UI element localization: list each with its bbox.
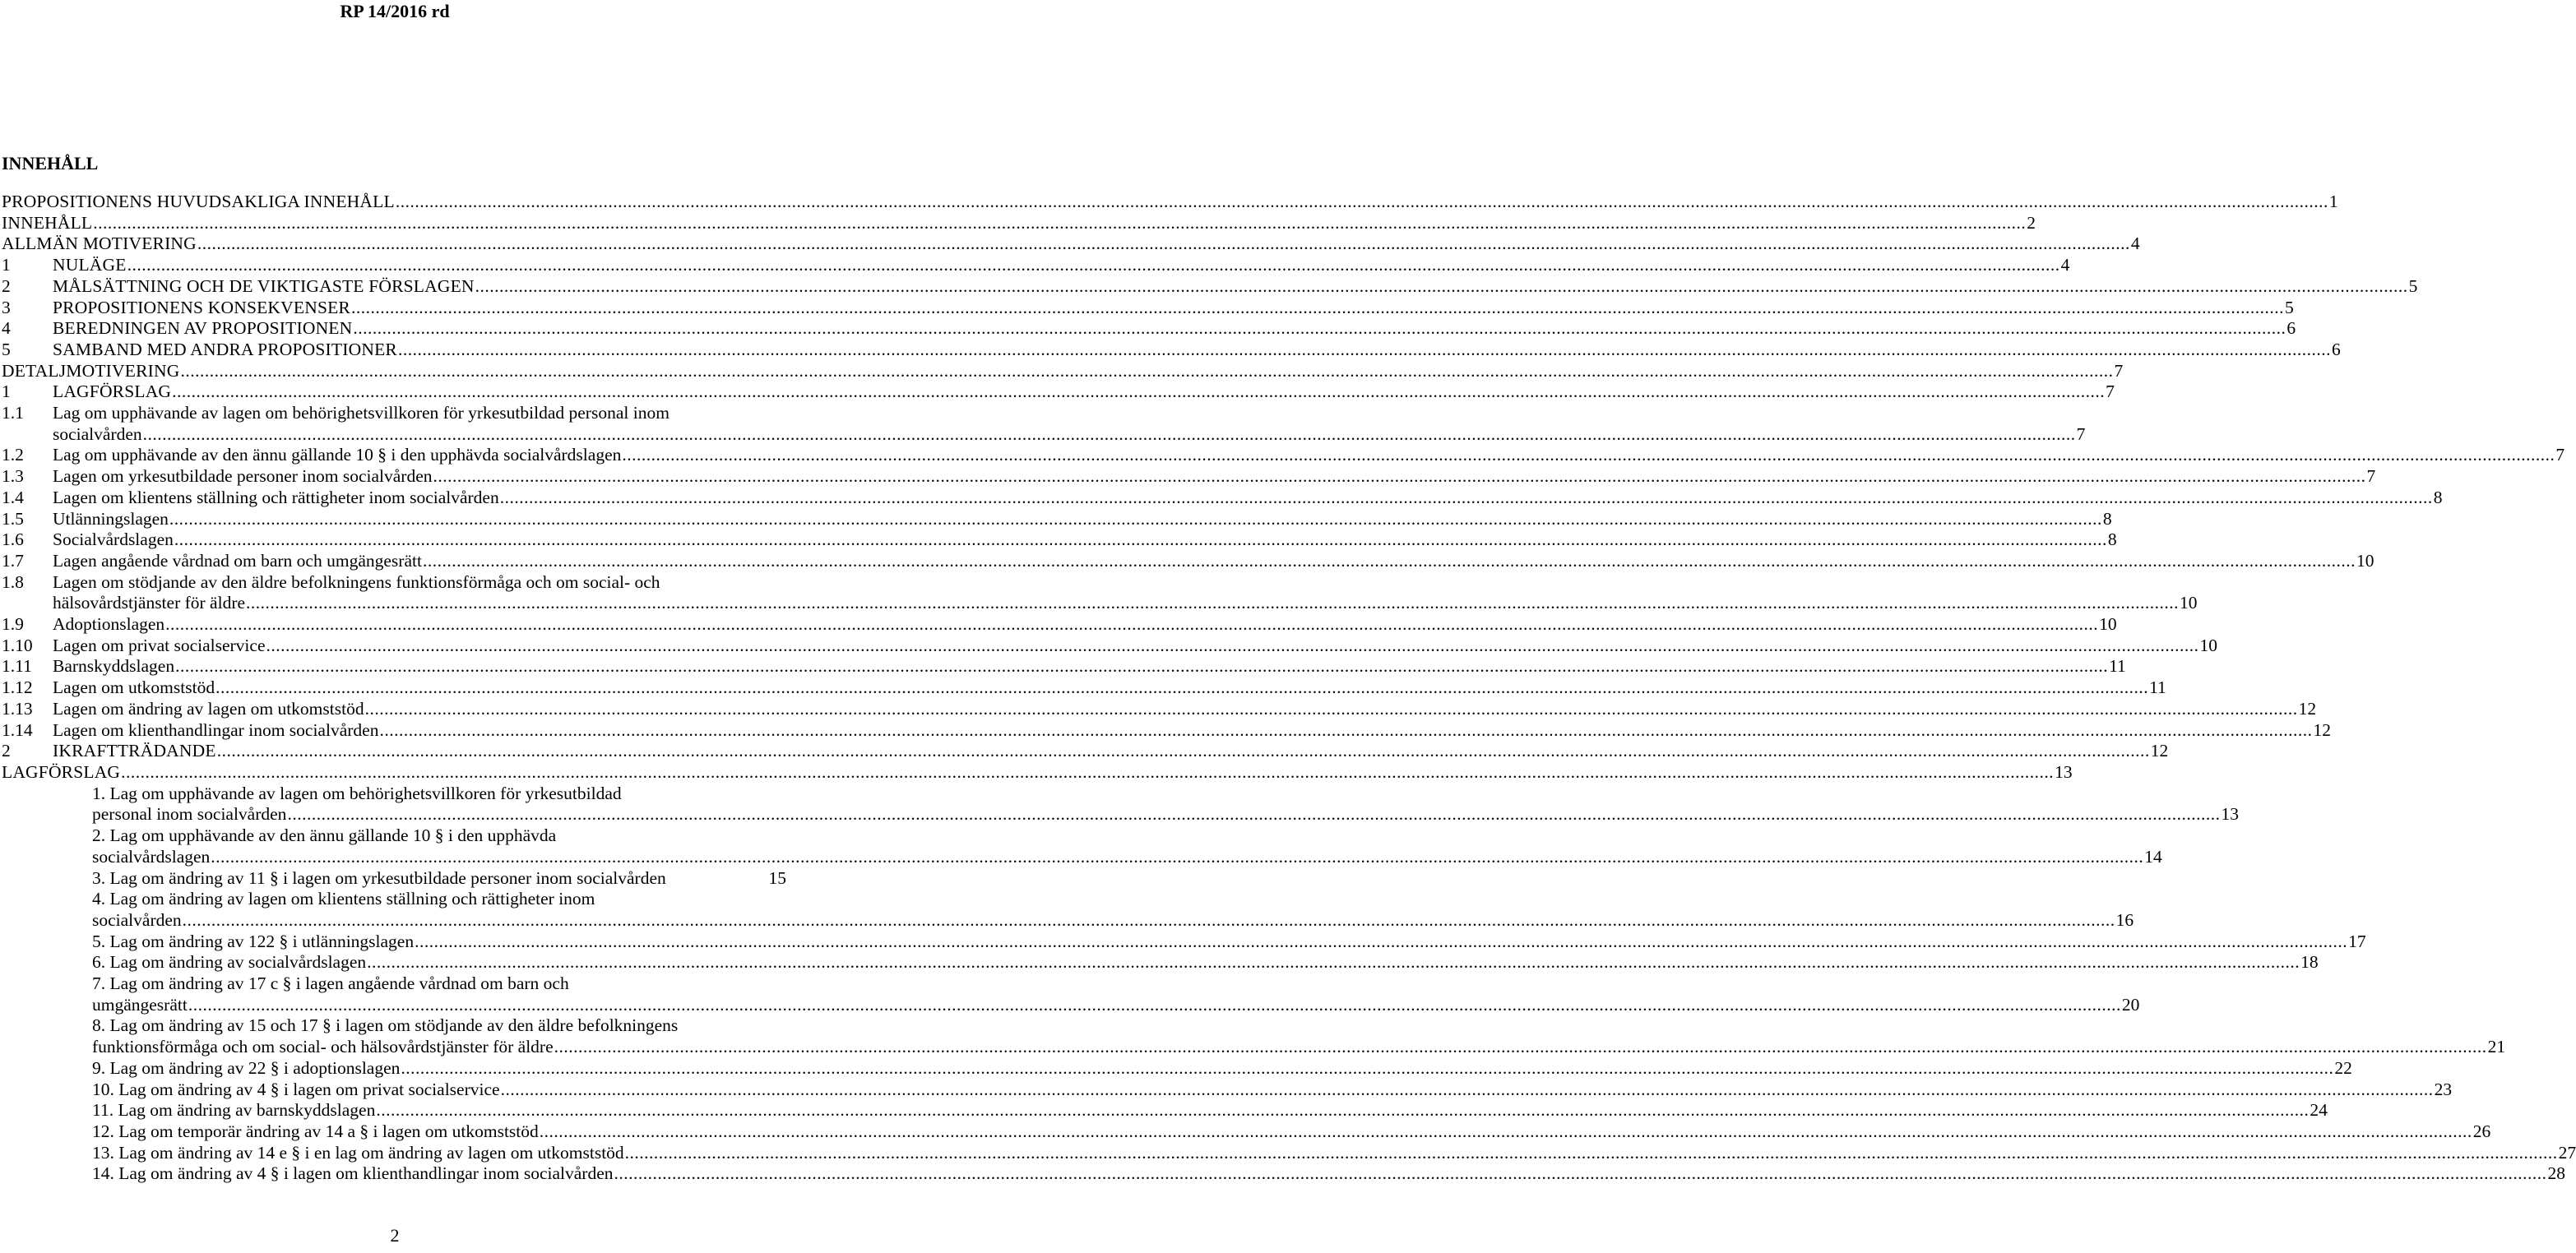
toc-entry[interactable] [0,698,2317,720]
dot-leader: ................................................................................................................................................................................................................................................................................................................................................................................................................ [622,445,2555,465]
toc-entry-number: 1.9 [2,614,24,635]
toc-entry[interactable] [0,318,2296,340]
dot-leader: ................................................................................................................................................................................................................................................................................................................................................................................................................ [614,1163,2547,1184]
toc-entry-number: 5 [2,339,11,359]
toc-entry-page: 11 [2109,656,2126,677]
toc-entry-title: 9. Lag om ändring av 22 § i adoptionslagen [92,1057,401,1078]
toc-entry-number: 1.11 [2,656,32,677]
toc-entry-page: 27 [2558,1142,2576,1163]
toc-entry-title: Lagen om yrkesutbildade personer inom socialvården [53,466,433,487]
dot-leader: ................................................................................................................................................................................................................................................................................................................................................................................................................ [422,550,2356,571]
dot-leader: ................................................................................................................................................................................................................................................................................................................................................................................................................ [197,233,2130,254]
toc-entry-title: BEREDNINGEN AV PROPOSITIONEN [53,318,353,339]
toc-entry-title: LAGFÖRSLAG [2,761,121,782]
toc-entry-title: Lagen om stödjande av den äldre befolkningens funktionsförmåga och om social- och [53,571,660,592]
toc-entry-title: Adoptionslagen [53,614,165,635]
toc-entry-title: 8. Lag om ändring av 15 och 17 § i lagen om stödjande av den äldre befolkningens [92,1015,679,1036]
toc-entry-page: 22 [2334,1057,2352,1078]
toc-entry[interactable] [0,339,2341,361]
dot-leader: ................................................................................................................................................................................................................................................................................................................................................................................................................ [287,804,2221,825]
toc-entry[interactable] [0,761,2073,784]
dot-leader: ................................................................................................................................................................................................................................................................................................................................................................................................................ [127,255,2060,275]
toc-entry[interactable] [0,868,790,890]
toc-entry-title: Socialvårdslagen [53,529,174,550]
toc-entry[interactable] [0,529,2117,551]
toc-entry-page: 20 [2121,994,2140,1015]
toc-entry[interactable] [0,1121,2491,1143]
toc-entry-page: 12 [2150,741,2169,761]
toc-entry-page: 13 [2221,804,2239,825]
toc-entry-number: 1.1 [2,403,24,423]
toc-entry-page: 12 [2313,719,2331,740]
toc-entry-page: 23 [2434,1079,2453,1099]
dot-leader: ................................................................................................................................................................................................................................................................................................................................................................................................................ [554,1037,2487,1057]
toc-entry-number: 1.8 [2,571,24,592]
toc-entry-title: 14. Lag om ändring av 4 § i lagen om klienthandlingar inom socialvården [92,1163,614,1184]
dot-leader: ................................................................................................................................................................................................................................................................................................................................................................................................................ [211,846,2144,867]
toc-entry[interactable] [0,255,2070,276]
dot-leader: ................................................................................................................................................................................................................................................................................................................................................................................................................ [172,381,2106,402]
dot-leader: ................................................................................................................................................................................................................................................................................................................................................................................................................ [379,719,2313,740]
toc-entry[interactable] [0,571,2198,614]
dot-leader: ................................................................................................................................................................................................................................................................................................................................................................................................................ [353,318,2286,339]
toc-entry-title: Lagen om klientens ställning och rättigheter inom socialvården [53,487,499,507]
dot-leader: ................................................................................................................................................................................................................................................................................................................................................................................................................ [401,1057,2334,1078]
dot-leader: ................................................................................................................................................................................................................................................................................................................................................................................................................ [395,192,2328,211]
toc-entry-page: 14 [2144,846,2162,867]
toc-entry[interactable] [0,487,2443,509]
toc-entry[interactable] [0,889,2134,931]
toc-entry-page: 10 [2099,614,2117,635]
toc-entry[interactable] [0,952,2319,973]
toc-entry-number: 1.13 [2,698,33,719]
toc-entry[interactable] [0,508,2112,530]
toc-entry-title: 7. Lag om ändring av 17 c § i lagen angående vårdnad om barn och [92,973,569,994]
toc-entry-title: 5. Lag om ändring av 122 § i utlänningslagen [92,931,415,951]
toc-entry-number: 2 [2,741,11,761]
toc-entry-page: 11 [2149,677,2166,698]
toc-entry[interactable] [0,297,2294,319]
toc-entry-number: 1.10 [2,635,33,655]
toc-entry[interactable] [0,741,2169,762]
toc-entry-number: 3 [2,297,11,317]
dot-leader: ................................................................................................................................................................................................................................................................................................................................................................................................................ [397,339,2331,359]
dot-leader: ................................................................................................................................................................................................................................................................................................................................................................................................................ [180,360,2114,381]
dot-leader: ................................................................................................................................................................................................................................................................................................................................................................................................................ [415,931,2348,951]
toc-entry-page: 21 [2487,1037,2506,1057]
dot-leader: ................................................................................................................................................................................................................................................................................................................................................................................................................ [246,593,2180,613]
toc-entry-title: Lag om upphävande av den ännu gällande 10 § i den upphävda socialvårdslagen [53,445,622,465]
toc-entry-title: PROPOSITIONENS KONSEKVENSER [53,297,350,317]
toc-entry-page: 13 [2055,761,2073,782]
toc-entry-title: socialvården [53,423,142,444]
toc-entry-title: Lagen om klienthandlingar inom socialvården [53,719,379,740]
toc-entry-title: funktionsförmåga och om social- och hälsovårdstjänster för äldre [92,1037,554,1057]
toc-entry-title: PROPOSITIONENS HUVUDSAKLIGA INNEHÅLL [2,192,395,211]
toc-entry-title: Lag om upphävande av lagen om behörighetsvillkoren för yrkesutbildad personal inom [53,403,669,423]
toc-entry[interactable] [0,445,2565,466]
dot-leader: ................................................................................................................................................................................................................................................................................................................................................................................................................ [624,1142,2558,1163]
toc-entry-title: Utlänningslagen [53,508,169,529]
dot-leader: ................................................................................................................................................................................................................................................................................................................................................................................................................ [500,1079,2434,1099]
table-of-contents [0,192,2576,1185]
toc-entry-page: 18 [2300,952,2319,973]
toc-entry-number: 2 [2,275,11,296]
toc-entry[interactable] [0,1163,2565,1185]
toc-entry-title: ALLMÄN MOTIVERING [2,233,197,254]
toc-entry[interactable] [0,635,2217,657]
toc-entry-number: 1 [2,255,11,275]
toc-entry-title: NULÄGE [53,255,127,275]
toc-entry-page: 8 [2102,508,2112,529]
dot-leader: ................................................................................................................................................................................................................................................................................................................................................................................................................ [188,994,2121,1015]
toc-entry[interactable] [0,825,2162,867]
toc-entry[interactable] [0,1100,2328,1121]
dot-leader: ................................................................................................................................................................................................................................................................................................................................................................................................................ [142,423,2076,444]
toc-entry[interactable] [0,466,2376,488]
toc-entry-page: 16 [2115,909,2134,930]
toc-entry-title: 13. Lag om ändring av 14 e § i en lag om ändring av lagen om utkomststöd [92,1142,624,1163]
toc-entry-title: hälsovårdstjänster för äldre [53,593,246,613]
dot-leader: ................................................................................................................................................................................................................................................................................................................................................................................................................ [165,614,2099,635]
dot-leader: ................................................................................................................................................................................................................................................................................................................................................................................................................ [266,635,2199,655]
toc-entry-page: 10 [2199,635,2217,655]
document-header: RP 14/2016 rd [340,1,450,21]
toc-entry[interactable] [0,381,2115,403]
toc-entry[interactable] [0,719,2331,742]
toc-entry-title: Lagen om utkomststöd [53,677,215,698]
toc-entry-page: 7 [2114,360,2124,381]
toc-entry-title: IKRAFTTRÄDANDE [53,741,216,761]
dot-leader: ................................................................................................................................................................................................................................................................................................................................................................................................................ [216,741,2150,761]
dot-leader: ................................................................................................................................................................................................................................................................................................................................................................................................................ [215,677,2149,698]
dot-leader: ................................................................................................................................................................................................................................................................................................................................................................................................................ [121,761,2055,782]
toc-entry-page: 7 [2076,423,2086,444]
toc-entry[interactable] [0,1079,2453,1101]
toc-entry-page: 26 [2472,1121,2491,1141]
toc-entry-number: 4 [2,318,11,339]
toc-entry[interactable] [0,212,2036,234]
dot-leader: ................................................................................................................................................................................................................................................................................................................................................................................................................ [364,698,2298,719]
toc-entry-page: 10 [2356,550,2374,571]
toc-entry-title: Barnskyddslagen [53,656,175,677]
toc-entry-page: 5 [2284,297,2294,317]
dot-leader: ................................................................................................................................................................................................................................................................................................................................................................................................................ [169,508,2102,529]
dot-leader: ................................................................................................................................................................................................................................................................................................................................................................................................................ [350,297,2284,317]
dot-leader: ................................................................................................................................................................................................................................................................................................................................................................................................................ [182,909,2115,930]
toc-entry-page: 15 [768,867,786,888]
toc-entry-page: 10 [2180,593,2198,613]
toc-entry-page: 4 [2130,233,2140,254]
toc-entry-number: 1.3 [2,466,24,487]
toc-entry-title: 11. Lag om ändring av barnskyddslagen [92,1100,376,1121]
toc-entry-page: 12 [2298,698,2317,719]
toc-entry[interactable] [0,1015,2506,1057]
toc-entry-number: 1.2 [2,445,24,465]
toc-entry-page: 1 [2328,192,2338,211]
toc-entry-page: 6 [2286,318,2296,339]
toc-entry-page: 7 [2555,445,2565,465]
toc-entry-title: socialvården [92,909,182,930]
toc-entry[interactable] [0,233,2140,255]
toc-entry-number: 1.14 [2,719,33,740]
toc-entry[interactable] [0,1057,2352,1080]
toc-entry[interactable] [0,550,2374,572]
toc-entry-title: LAGFÖRSLAG [53,381,172,402]
dot-leader: ................................................................................................................................................................................................................................................................................................................................................................................................................ [499,487,2433,507]
dot-leader: ................................................................................................................................................................................................................................................................................................................................................................................................................ [367,952,2300,973]
toc-entry-title: 6. Lag om ändring av socialvårdslagen [92,952,367,973]
toc-entry[interactable] [0,614,2117,636]
dot-leader: ................................................................................................................................................................................................................................................................................................................................................................................................................ [175,656,2109,677]
toc-entry-title: 2. Lag om upphävande av den ännu gällande 10 § i den upphävda [92,825,557,846]
toc-entry-title: INNEHÅLL [2,212,93,233]
toc-entry-page: 8 [2107,529,2117,550]
toc-entry-page: 2 [2027,212,2036,233]
toc-entry-title: socialvårdslagen [92,846,211,867]
dot-leader: ................................................................................................................................................................................................................................................................................................................................................................................................................ [93,212,2027,233]
dot-leader: ................................................................................................................................................................................................................................................................................................................................................................................................................ [475,275,2408,296]
toc-entry-page: 24 [2310,1100,2328,1121]
toc-entry-title: 1. Lag om upphävande av lagen om behörighetsvillkoren för yrkesutbildad [92,783,622,803]
toc-entry[interactable] [0,656,2126,677]
toc-entry-title: umgängesrätt [92,994,188,1015]
toc-entry[interactable] [0,973,2140,1015]
toc-entry-title: 4. Lag om ändring av lagen om klientens ställning och rättigheter inom [92,889,595,909]
toc-entry[interactable] [0,403,2086,445]
toc-entry-number: 1.12 [2,677,33,698]
toc-entry-title: SAMBAND MED ANDRA PROPOSITIONER [53,339,397,359]
toc-entry-page: 8 [2433,487,2443,507]
toc-entry-title: Lagen angående vårdnad om barn och umgängesrätt [53,550,422,571]
toc-entry-title: DETALJMOTIVERING [2,360,180,381]
toc-entry-page: 17 [2348,931,2366,951]
toc-entry-title: Lagen om privat socialservice [53,635,266,655]
toc-entry[interactable] [0,360,2124,382]
toc-entry[interactable] [0,275,2418,298]
toc-entry[interactable] [0,783,2239,825]
toc-entry[interactable] [0,677,2166,699]
toc-entry[interactable] [0,192,2338,213]
toc-entry-title: MÅLSÄTTNING OCH DE VIKTIGASTE FÖRSLAGEN [53,275,475,296]
toc-entry-page: 7 [2366,466,2376,487]
toc-entry-number: 1.5 [2,508,24,529]
toc-entry-title: personal inom socialvården [92,804,287,825]
toc-entry-page: 6 [2331,339,2341,359]
toc-entry-title: Lagen om ändring av lagen om utkomststöd [53,698,364,719]
toc-entry-number: 1.4 [2,487,24,507]
toc-entry-title: 12. Lag om temporär ändring av 14 a § i lagen om utkomststöd [92,1121,539,1141]
toc-entry-number: 1.6 [2,529,24,550]
toc-entry-page: 4 [2060,255,2070,275]
page-number: 2 [390,1225,400,1246]
toc-heading: INNEHÅLL [2,153,99,173]
toc-entry[interactable] [0,931,2366,953]
dot-leader: ................................................................................................................................................................................................................................................................................................................................................................................................................ [376,1100,2310,1121]
toc-entry[interactable] [0,1142,2576,1164]
toc-entry-title: 10. Lag om ändring av 4 § i lagen om privat socialservice [92,1079,500,1099]
dot-leader: ................................................................................................................................................................................................................................................................................................................................................................................................................ [433,466,2366,487]
toc-entry-page: 7 [2106,381,2115,402]
toc-entry-number: 1 [2,381,11,402]
dot-leader: ................................................................................................................................................................................................................................................................................................................................................................................................................ [539,1121,2472,1141]
toc-entry-page: 28 [2547,1163,2565,1184]
toc-entry-title: 3. Lag om ändring av 11 § i lagen om yrkesutbildade personer inom socialvården [92,867,666,888]
dot-leader: ................................................................................................................................................................................................................................................................................................................................................................................................................ [174,529,2107,550]
toc-entry-number: 1.7 [2,550,24,571]
toc-entry-page: 5 [2408,275,2418,296]
